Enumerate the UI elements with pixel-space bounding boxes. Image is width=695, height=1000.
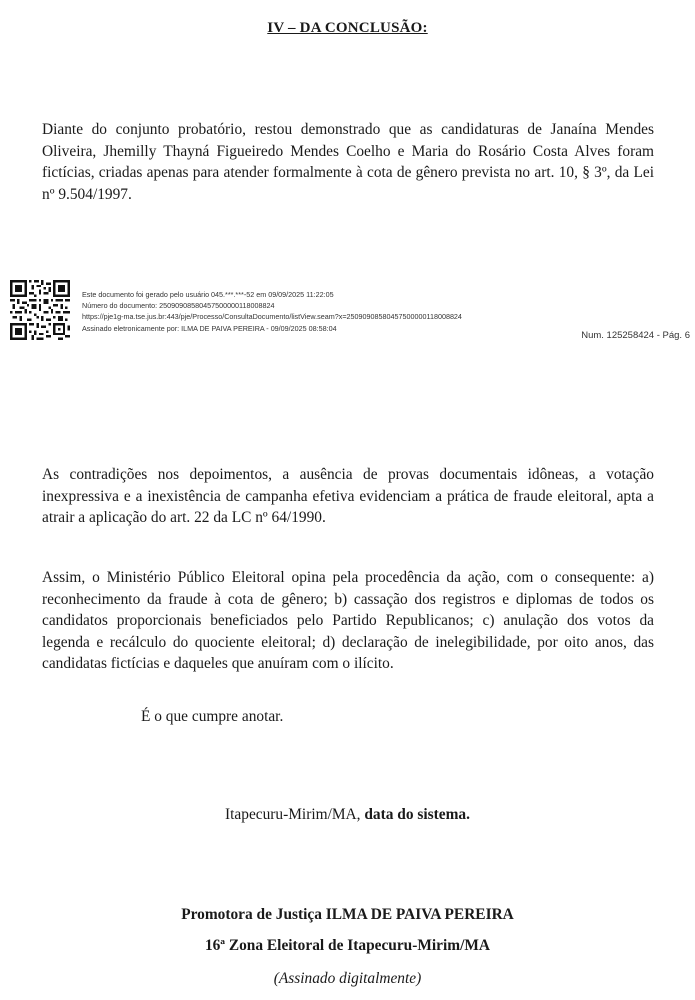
place-and-date	[0, 806, 695, 824]
signatory-office: 16ª Zona Eleitoral de Itapecuru-Mirim/MA	[204, 937, 491, 954]
qr-code-icon	[10, 280, 70, 340]
signed-by-line: Assinado eletronicamente por: ILMA DE PAIVA PEREIRA - 09/09/2025 08:58:04	[82, 323, 337, 333]
conclusion-paragraph-3: Assim, o Ministério Público Eleitoral opina pela procedência da ação, com o consequente: a) reconhecimento da fraude à cota de gênero; b) cassação dos registros e diplomas de todos os candidatos proporcionais beneficiados pelo Partido Republicanos; c) anulação dos votos da legenda e recálculo do quociente eleitoral; d) declaração de inelegibilidade, por oito anos, das candidatas fictícias e daqueles que anuíram com o ilícito.	[42, 569, 654, 673]
digital-signature-note: (Assinado digitalmente)	[273, 970, 422, 987]
place-date: data do sistema.	[364, 806, 470, 823]
conclusion-paragraph-1: Diante do conjunto probatório, restou demonstrado que as candidaturas de Janaína Mendes Oliveira, Jhemilly Thayná Figueiredo Mendes Coelho e Maria do Rosário Costa Alves foram fictícias, criadas apenas para atender formalmente à cota de gênero prevista no art. 10, § 3º, da Lei nº 9.504/1997.	[42, 121, 654, 203]
section-heading: IV – DA CONCLUSÃO:	[267, 20, 428, 36]
conclusion-paragraph-2: As contradições nos depoimentos, a ausência de provas documentais idôneas, a votação inexpressiva e a inexistência de campanha efetiva evidenciam a prática de fraude eleitoral, apta a atrair a aplicação do art. 22 da LC nº 64/1990.	[42, 466, 654, 527]
document-number-line: Número do documento: 25090908580457500000118008824	[82, 301, 275, 311]
signatory-name: Promotora de Justiça ILMA DE PAIVA PEREIRA	[181, 906, 514, 923]
place-city: Itapecuru-Mirim/MA,	[225, 806, 365, 823]
document-footer	[10, 277, 690, 343]
page-number: Num. 125258424 - Pág. 6	[581, 330, 690, 341]
closing-statement: É o que cumpre anotar.	[141, 708, 284, 725]
generated-by-line: Este documento foi gerado pelo usuário 045.***.***-52 em 09/09/2025 11:22:05	[82, 290, 334, 299]
document-metadata	[82, 289, 462, 334]
document-url-line[interactable]: https://pje1g-ma.tse.jus.br:443/pje/Processo/ConsultaDocumento/listView.seam?x=25090908580457500000118008824	[82, 312, 462, 322]
